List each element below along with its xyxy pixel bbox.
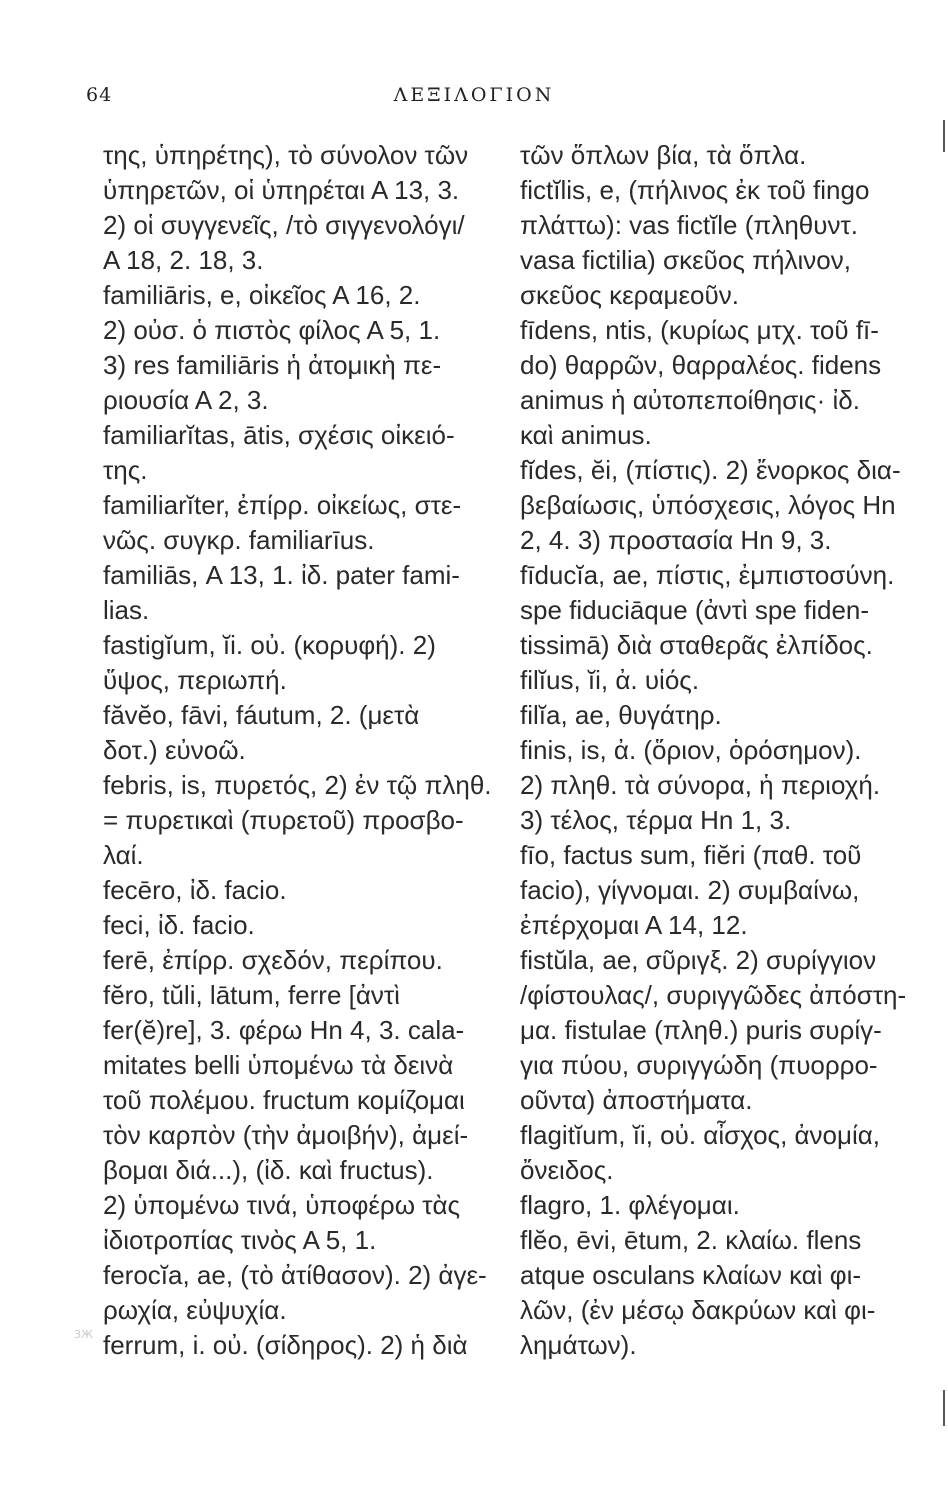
entry-line: 2) ὑπομένω τινά, ὑποφέρω τὰς — [103, 1190, 461, 1220]
entry-line: feci, ἰδ. facio. — [103, 910, 255, 940]
running-title: ΛΕΞΙΛΟΓΙΟΝ — [393, 84, 555, 106]
right-column — [520, 138, 940, 1363]
entry-line: animus ἡ αὐτοπεποίθησις· ἰδ. — [520, 385, 860, 415]
entry-line: μα. fistulae (πληθ.) puris συρίγ- — [520, 1015, 882, 1045]
entry-line: fastigĭum, ĭi. οὐ. (κορυφή). 2) — [103, 630, 436, 660]
entry-line: λαί. — [103, 840, 144, 870]
entry-line: fīo, factus sum, fiĕri (παθ. τοῦ — [520, 840, 862, 870]
entry-line: flagro, 1. φλέγομαι. — [520, 1190, 740, 1220]
entry-line: atque osculans κλαίων καὶ φι- — [520, 1260, 862, 1290]
entry-line: λημάτων). — [520, 1330, 637, 1360]
entry-line: familiās, Α 13, 1. ἰδ. pater fami- — [103, 560, 460, 590]
entry-line: οῦντα) ἀποστήματα. — [520, 1085, 753, 1115]
entry-line: fĭdes, ĕi, (πίστις). 2) ἔνορκος δια- — [520, 455, 901, 485]
entry-line: fīducĭa, ae, πίστις, ἐμπιστοσύνη. — [520, 560, 895, 590]
entry-line: της, ὑπηρέτης), τὸ σύνολον τῶν — [103, 140, 469, 170]
entry-line: lias. — [103, 595, 150, 625]
entry-line: Α 18, 2. 18, 3. — [103, 245, 264, 275]
entry-line: familiarĭtas, ātis, σχέσις οἰκειό- — [103, 420, 455, 450]
entry-line: fīdens, ntis, (κυρίως μτχ. τοῦ fī- — [520, 315, 879, 345]
entry-line: 3) res familiāris ἡ ἀτομικὴ πε- — [103, 350, 442, 380]
page-header — [0, 84, 948, 114]
entry-line: mitates belli ὑπομένω τὰ δεινὰ — [103, 1050, 454, 1080]
entry-line: ferē, ἐπίρρ. σχεδόν, περίπου. — [103, 945, 443, 975]
entry-line: fecēro, ἰδ. facio. — [103, 875, 287, 905]
entry-line: ἐπέρχομαι Α 14, 12. — [520, 910, 748, 940]
page-edge-mark — [943, 1390, 945, 1426]
entry-line: familiarĭter, ἐπίρρ. οἰκείως, στε- — [103, 490, 462, 520]
entry-line: ferocĭa, ae, (τὸ ἀτίθασον). 2) ἀγε- — [103, 1260, 487, 1290]
left-column — [103, 138, 503, 1363]
entry-line: ferrum, i. οὐ. (σίδηρος). 2) ἡ διὰ — [103, 1330, 468, 1360]
entry-line: τῶν ὅπλων βία, τὰ ὅπλα. — [520, 140, 807, 170]
entry-line: do) θαρρῶν, θαρραλέος. fidens — [520, 350, 882, 380]
entry-line: familiāris, e, οἰκεῖος Α 16, 2. — [103, 280, 421, 310]
entry-line: ὕψος, περιωπή. — [103, 665, 287, 695]
entry-line: για πύου, συριγγώδη (πυορρο- — [520, 1050, 878, 1080]
entry-line: fictĭlis, e, (πήλινος ἐκ τοῦ fingo — [520, 175, 870, 205]
entry-line: finis, is, ἀ. (ὅριον, ὁρόσημον). — [520, 735, 862, 765]
entry-line: βεβαίωσις, ὑπόσχεσις, λόγος Ηn — [520, 490, 896, 520]
entry-line: 2) οὐσ. ὁ πιστὸς φίλος Α 5, 1. — [103, 315, 441, 345]
entry-line: 2, 4. 3) προστασία Ηn 9, 3. — [520, 525, 832, 555]
entry-line: ρωχία, εὐψυχία. — [103, 1295, 287, 1325]
entry-line: σκεῦος κεραμεοῦν. — [520, 280, 739, 310]
entry-line: fer(ĕ)re], 3. φέρω Ηn 4, 3. cala- — [103, 1015, 465, 1045]
entry-line: filĭa, ae, θυγάτηρ. — [520, 700, 722, 730]
entry-line: της. — [103, 455, 148, 485]
entry-line: 2) οἱ συγγενεῖς, /τὸ σιγγενολόγι/ — [103, 210, 465, 240]
entry-line: πλάττω): vas fictĭle (πληθυντ. — [520, 210, 858, 240]
entry-line: facio), γίγνομαι. 2) συμβαίνω, — [520, 875, 860, 905]
entry-line: 3) τέλος, τέρμα Ηn 1, 3. — [520, 805, 792, 835]
library-stamp: ЗЖ — [74, 1328, 93, 1341]
entry-line: ὄνειδος. — [520, 1155, 614, 1185]
entry-line: flĕo, ēvi, ētum, 2. κλαίω. flens — [520, 1225, 862, 1255]
page-edge-mark — [943, 120, 945, 152]
entry-line: fĕro, tŭli, lātum, ferre [ἀντὶ — [103, 980, 400, 1010]
entry-line: καὶ animus. — [520, 420, 652, 450]
entry-line: βομαι διά...), (ἰδ. καὶ fructus). — [103, 1155, 434, 1185]
entry-line: ριουσία Α 2, 3. — [103, 385, 269, 415]
entry-line: febris, is, πυρετός, 2) ἐν τῷ πληθ. — [103, 770, 492, 800]
entry-line: /φίστουλας/, συριγγῶδες ἀπόστη- — [520, 980, 907, 1010]
entry-line: spe fiduciāque (ἀντὶ spe fiden- — [520, 595, 870, 625]
entry-line: ὑπηρετῶν, οἱ ὑπηρέται Α 13, 3. — [103, 175, 460, 205]
entry-line: ἰδιοτροπίας τινὸς Α 5, 1. — [103, 1225, 377, 1255]
entry-line: flagitĭum, ĭi, οὐ. αἶσχος, ἀνομία, — [520, 1120, 881, 1150]
entry-line: 2) πληθ. τὰ σύνορα, ἡ περιοχή. — [520, 770, 881, 800]
entry-line: λῶν, (ἐν μέσῳ δακρύων καὶ φι- — [520, 1295, 876, 1325]
entry-line: τὸν καρπὸν (τὴν ἀμοιβήν), ἀμεί- — [103, 1120, 469, 1150]
entry-line: δοτ.) εὐνοῶ. — [103, 735, 246, 765]
entry-line: τοῦ πολέμου. fructum κομίζομαι — [103, 1085, 465, 1115]
entry-line: fistŭla, ae, σῦριγξ. 2) συρίγγιον — [520, 945, 877, 975]
page-number: 64 — [86, 84, 113, 106]
entry-line: νῶς. συγκρ. familiarīus. — [103, 525, 375, 555]
entry-line: filĭus, ĭi, ἀ. υἱός. — [520, 665, 700, 695]
entry-line: vasa fictilia) σκεῦος πήλινον, — [520, 245, 851, 275]
entry-line: tissimā) διὰ σταθερᾶς ἐλπίδος. — [520, 630, 873, 660]
entry-line: făvĕo, fāvi, fáutum, 2. (μετὰ — [103, 700, 420, 730]
entry-line: = πυρετικαὶ (πυρετοῦ) προσβο- — [103, 805, 464, 835]
